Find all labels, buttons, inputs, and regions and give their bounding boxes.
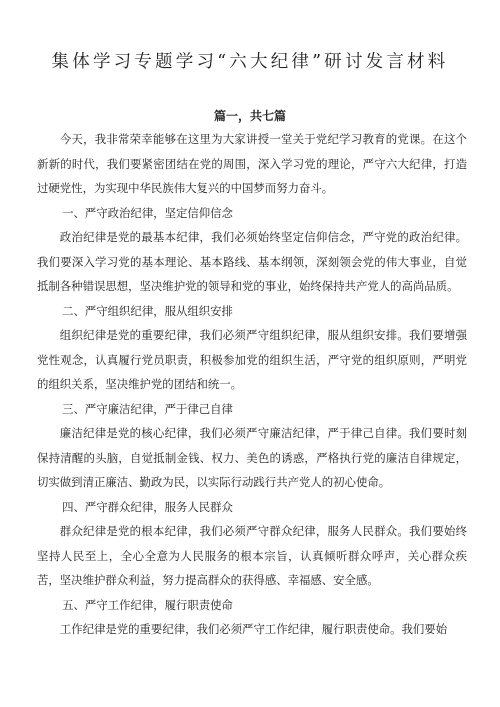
paragraph-organization: 组织纪律是党的重要纪律，我们必须严守组织纪律，服从组织安排。我们要增强党性观念，认真履行党员职责，积极参加党的组织生活，严守党的组织原则，严明党的组织关系，坚决维护党的团结和统一。 <box>37 328 467 391</box>
paragraph-masses: 群众纪律是党的根本纪律，我们必须严守群众纪律，服务人民群众。我们要始终坚持人民至上，全心全意为人民服务的根本宗旨，认真倾听群众呼声，关心群众疾苦，坚决维护群众利益，努力提高群众的获得感、幸福感、安全感。 <box>37 524 467 587</box>
paragraph-integrity: 廉洁纪律是党的核心纪律，我们必须严守廉洁纪律，严于律己自律。我们要时刻保持清醒的头脑，自觉抵制金钱、权力、美色的诱惑，严格执行党的廉洁自律规定，切实做到清正廉洁、勤政为民，以实际行动践行共产党人的初心使命。 <box>37 426 467 489</box>
document-body <box>37 127 467 642</box>
document-title: 集体学习专题学习“六大纪律”研讨发言材料 <box>51 52 449 72</box>
section-heading-integrity: 三、严守廉洁纪律，严于律己自律 <box>62 401 233 416</box>
section-heading-work: 五、严守工作纪律，履行职责使命 <box>62 597 233 612</box>
section-heading-masses: 四、严守群众纪律，服务人民群众 <box>62 499 233 514</box>
paragraph-political: 政治纪律是党的最基本纪律，我们必须始终坚定信仰信念，严守党的政治纪律。我们要深入学习党的基本理论、基本路线、基本纲领，深刻领会党的伟大事业，自觉抵制各种错误思想，坚决维护党的领导和党的事业，始终保持共产党人的高尚品质。 <box>37 230 467 293</box>
section-heading-political: 一、严守政治纪律，坚定信仰信念 <box>62 205 233 220</box>
section-heading-organization: 二、严守组织纪律，服从组织安排 <box>62 303 233 318</box>
part-heading: 篇一，共七篇 <box>213 109 286 123</box>
intro-paragraph: 今天，我非常荣幸能够在这里为大家讲授一堂关于党纪学习教育的党课。在这个新新的时代，我们要紧密团结在党的周围，深入学习党的理论，严守六大纪律，打造过硬党性，为实现中华民族伟大复兴的中国梦而努力奋斗。 <box>37 132 467 195</box>
paragraph-work: 工作纪律是党的重要纪律，我们必须严守工作纪律，履行职责使命。我们要始 <box>59 622 448 636</box>
